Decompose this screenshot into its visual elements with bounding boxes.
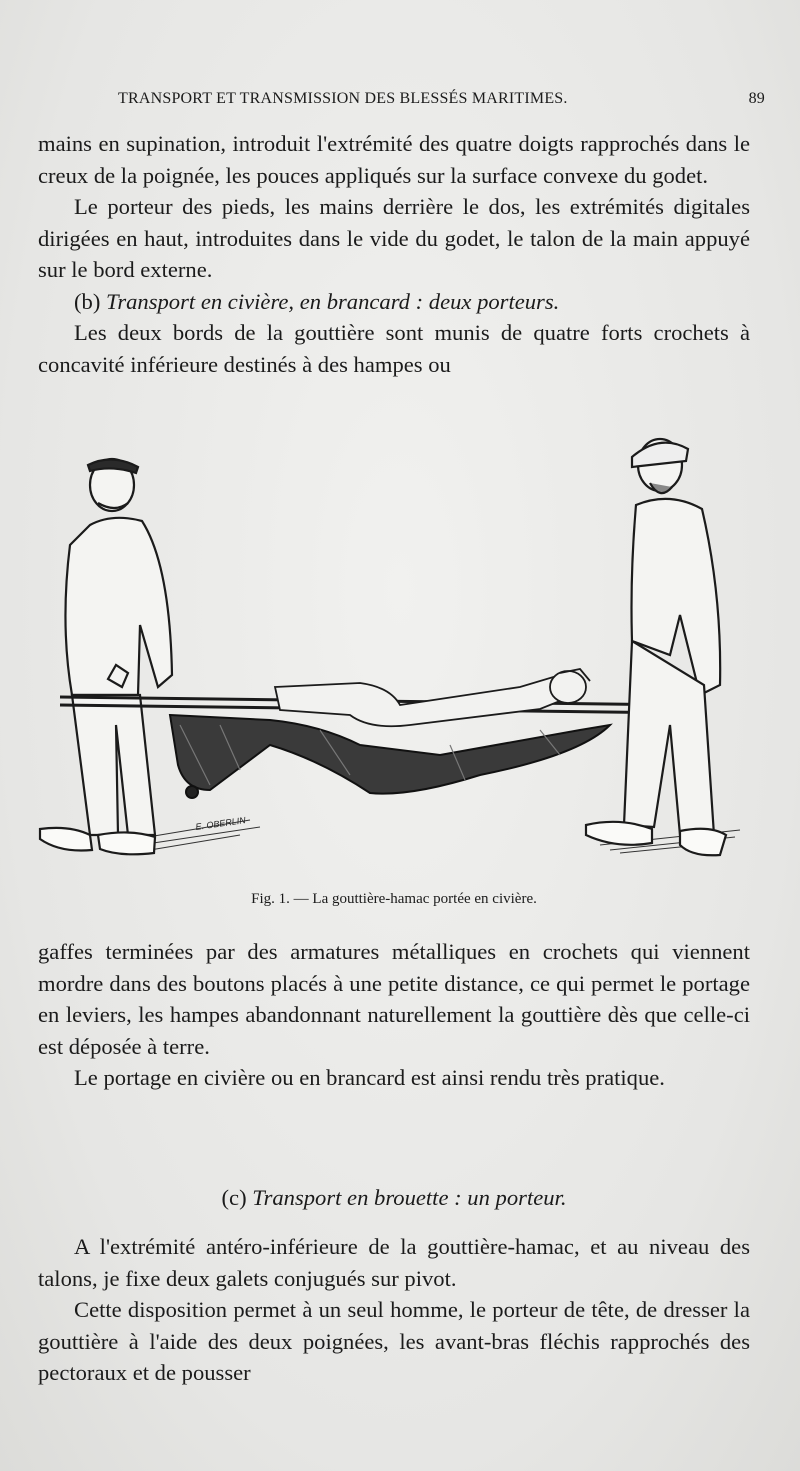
paragraph: Le portage en civière ou en brancard est ainsi rendu très pratique. [74,1065,665,1090]
running-header [40,90,765,114]
figure-caption: Fig. 1. — La gouttière-hamac portée en civière. [251,891,537,907]
text-block-top [38,128,750,380]
heading-prefix: (c) [221,1185,247,1210]
left-bearer [40,459,172,854]
page-number: 89 [748,90,765,107]
right-bearer [586,439,726,855]
patient [275,669,590,726]
heading-title: Transport en brouette : un porteur. [252,1185,567,1210]
running-title: TRANSPORT ET TRANSMISSION DES BLESSÉS MARITIMES. [118,90,568,107]
paragraph: A l'extrémité antéro-inférieure de la gouttière-hamac, et au niveau des talons, je fixe deux galets conjugués sur pivot. [38,1234,750,1291]
paragraph: Les deux bords de la gouttière sont munis de quatre forts crochets à concavité inférieure destinés à des hampes ou [38,320,750,377]
text-block-middle [38,936,750,1094]
heading-title: Transport en civière, en brancard : deux porteurs. [106,288,560,314]
stretcher-illustration [20,425,780,885]
paragraph: gaffes terminées par des armatures métalliques en crochets qui viennent mordre dans des boutons placés à une petite distance, ce qui permet le portage en leviers, les hampes abandonnant naturellement la gouttière dès que celle-ci est déposée à terre. [38,939,750,1059]
paragraph: mains en supination, introduit l'extrémité des quatre doigts rapprochés dans le creux de la poignée, les pouces appliqués sur la surface convexe du godet. [38,131,750,188]
section-heading-c [38,1185,750,1211]
text-block-bottom [38,1231,750,1389]
section-heading-b [38,286,750,318]
paragraph: Cette disposition permet à un seul homme, le porteur de tête, de dresser la gouttière à l'aide des deux poignées, les avant-bras fléchis rapprochés des pectoraux et de pousser [38,1297,750,1385]
paragraph: Le porteur des pieds, les mains derrière le dos, les extrémités digitales dirigées en haut, introduites dans le vide du godet, le talon de la main appuyé sur le bord externe. [38,194,750,282]
gutter-hammock [170,715,610,798]
illustrator-signature: E. OBERLIN [194,815,247,832]
heading-prefix: (b) [74,288,101,314]
